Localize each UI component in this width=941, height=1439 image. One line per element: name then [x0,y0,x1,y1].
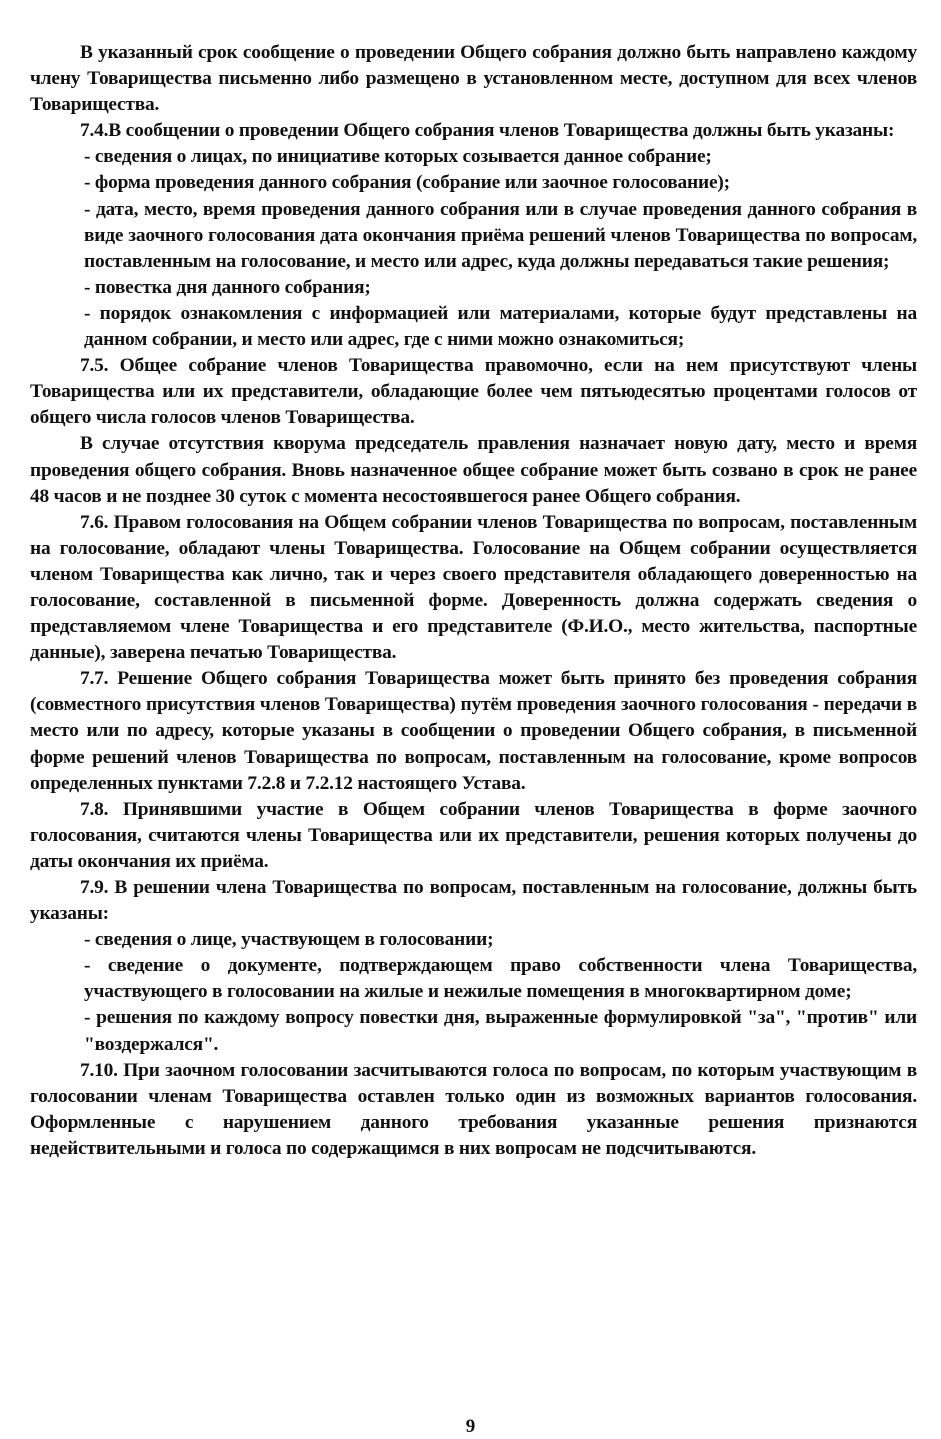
paragraph-quorum: В случае отсутствия кворума председатель правления назначает новую дату, место и время проведения общего собрания. Вновь назначенное общее собрание может быть созвано в срок не ранее 48 часов и не позднее 30 суток с момента несостоявшегося ранее Общего собрания. [30,433,917,507]
list-item-date-place: - дата, место, время проведения данного собрания или в случае проведения данного собрания в виде заочного голосования дата окончания приёма решений членов Товарищества по вопросам, поставленным на голосование, и место или адрес, куда должны передаваться такие решения; [84,198,917,272]
list-item-initiators: - сведения о лицах, по инициативе которых созывается данное собрание; [84,146,712,168]
paragraph-7-10: 7.10. При заочном голосовании засчитываются голоса по вопросам, по которым участвующим в голосовании членам Товарищества оставлен только один из возможных вариантов голосования. Оформленные с нарушением данного требования указанные решения признаются недействительными и голоса по содержащимся в них вопросам не подсчитываются. [30,1059,917,1159]
paragraph-7-4: 7.4.В сообщении о проведении Общего собрания членов Товарищества должны быть указаны: [80,120,895,142]
page-number: 9 [465,1416,476,1437]
list-item-materials: - порядок ознакомления с информацией или материалами, которые будут представлены на данном собрании, и место или адрес, где с ними можно ознакомиться; [84,302,917,351]
document-body [30,40,917,1162]
paragraph-7-8: 7.8. Принявшими участие в Общем собрании членов Товарищества в форме заочного голосования, считаются члены Товарищества или их представители, решения которых получены до даты окончания их приёма. [30,798,917,872]
paragraph-7-9: 7.9. В решении члена Товарищества по вопросам, поставленным на голосование, должны быть указаны: [30,877,917,925]
paragraph-7-5: 7.5. Общее собрание членов Товарищества правомочно, если на нем присутствуют члены Товарищества или их представители, обладающие более чем пятьюдесятью процентами голосов от общего числа голосов членов Товарищества. [30,355,917,429]
list-item-decisions: - решения по каждому вопросу повестки дня, выраженные формулировкой "за", "против" или "воздержался". [84,1007,917,1055]
paragraph-notice-delivery: В указанный срок сообщение о проведении Общего собрания должно быть направлено каждому члену Товарищества письменно либо размещено в установленном месте, доступном для всех членов Товарищества. [30,42,917,116]
list-item-form: - форма проведения данного собрания (собрание или заочное голосование); [84,172,730,194]
paragraph-7-7: 7.7. Решение Общего собрания Товарищества может быть принято без проведения собрания (совместного присутствия членов Товарищества) путём проведения заочного голосования - передачи в место или по адресу, которые указаны в сообщении о проведении Общего собрания, в письменной форме решений членов Товарищества по вопросам, поставленным на голосование, кроме вопросов определенных пунктами 7.2.8 и 7.2.12 настоящего Устава. [30,668,917,794]
list-item-ownership: - сведение о документе, подтверждающем право собственности члена Товарищества, участвующего в голосовании на жилые и нежилые помещения в многоквартирном доме; [84,955,917,1003]
paragraph-7-6: 7.6. Правом голосования на Общем собрании членов Товарищества по вопросам, поставленным на голосование, обладают члены Товарищества. Голосование на Общем собрании осуществляется членом Товарищества как лично, так и через своего представителя обладающего доверенностью на голосование, составленной в письменной форме. Доверенность должна содержать сведения о представляемом члене Товарищества и его представителе (Ф.И.О., место жительства, паспортные данные), заверена печатью Товарищества. [30,511,917,664]
list-item-voter: - сведения о лице, участвующем в голосовании; [84,929,494,951]
list-item-agenda: - повестка дня данного собрания; [84,276,371,298]
